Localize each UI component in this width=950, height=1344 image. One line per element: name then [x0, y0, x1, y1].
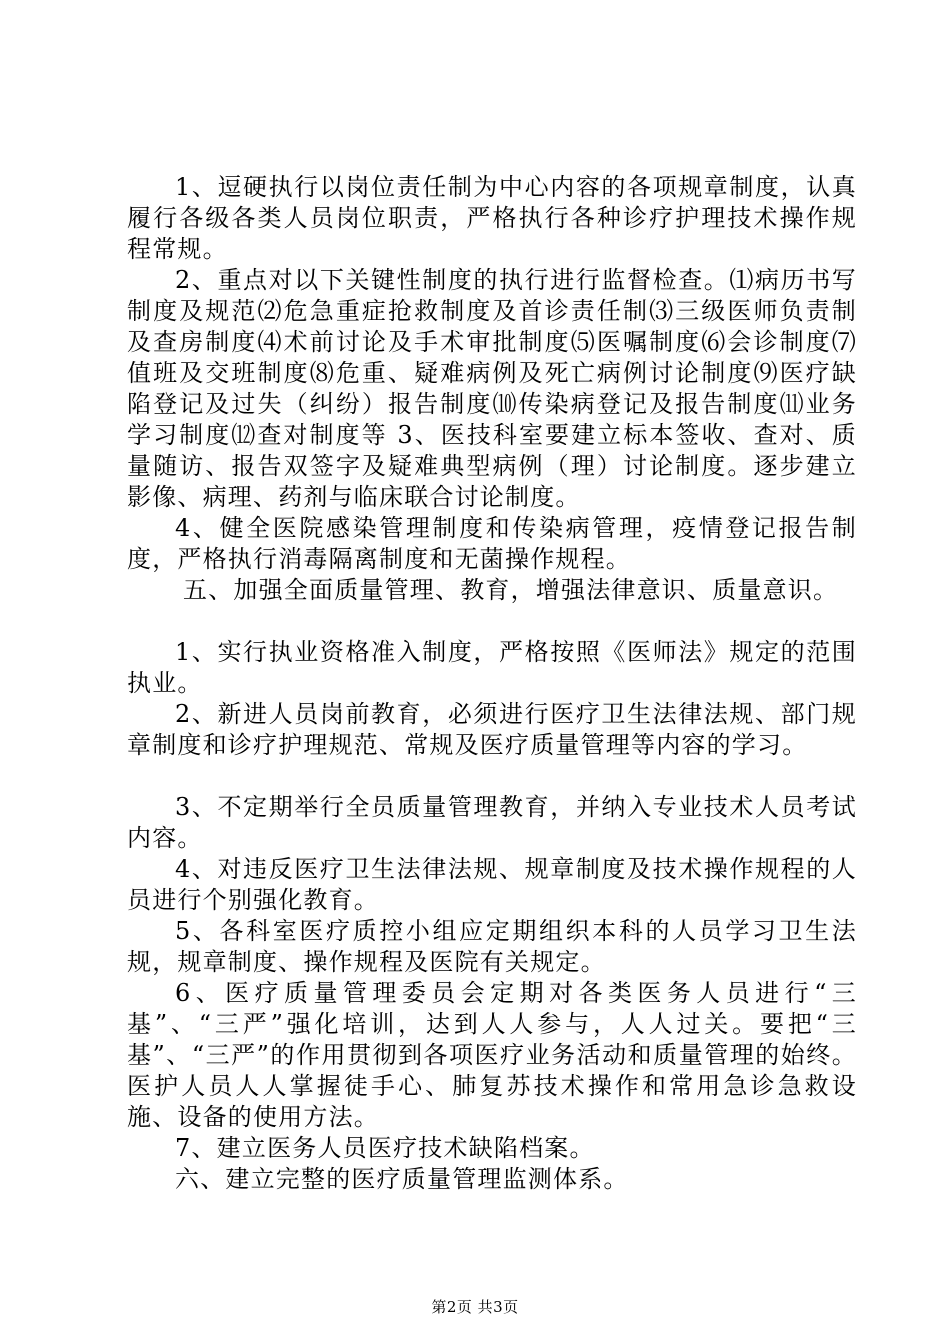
page-number-footer: 第2页 共3页: [431, 1298, 519, 1316]
section-heading-six: 六、建立完整的医疗质量管理监测体系。: [175, 1165, 629, 1193]
paragraph-strict-enforcement: 1、逗硬执行以岗位责任制为中心内容的各项规章制度，认真履行各级各类人员岗位职责，严格执行各种诊疗护理技术操作规程常规。: [127, 173, 857, 263]
paragraph-licensing: 1、实行执业资格准入制度，严格按照《医师法》规定的范围执业。: [127, 638, 857, 697]
paragraph-onboarding-education: 2、新进人员岗前教育，必须进行医疗卫生法律法规、部门规章制度和诊疗护理规范、常规及医疗质量管理等内容的学习。: [127, 700, 857, 759]
paragraph-defect-records: 7、建立医务人员医疗技术缺陷档案。: [175, 1134, 595, 1162]
document-body: [127, 172, 857, 1195]
paragraph-infection-management: 4、健全医院感染管理制度和传染病管理，疫情登记报告制度，严格执行消毒隔离制度和无菌操作规程。: [127, 514, 857, 573]
paragraph-key-systems-supervision: 2、重点对以下关键性制度的执行进行监督检查。⑴病历书写制度及规范⑵危急重症抢救制度及首诊责任制⑶三级医师负责制及查房制度⑷术前讨论及手术审批制度⑸医嘱制度⑹会诊制度⑺值班及交班制度⑻危重、疑难病例及死亡病例讨论制度⑼医疗缺陷登记及过失（纠纷）报告制度⑽传染病登记及报告制度⑾业务学习制度⑿查对制度等 3、医技科室要建立标本签收、查对、质量随访、报告双签字及疑难典型病例（理）讨论制度。逐步建立影像、病理、药剂与临床联合讨论制度。: [127, 266, 857, 511]
paragraph-department-study: 5、各科室医疗质控小组应定期组织本科的人员学习卫生法规，规章制度、操作规程及医院有关规定。: [127, 917, 857, 976]
paragraph-three-basics-training: 6、医疗质量管理委员会定期对各类医务人员进行“三基”、“三严”强化培训，达到人人参与，人人过关。要把“三基”、“三严”的作用贯彻到各项医疗业务活动和质量管理的始终。医护人员人人掌握徒手心、肺复苏技术操作和常用急诊急救设施、设备的使用方法。: [127, 979, 857, 1131]
section-heading-five: 五、加强全面质量管理、教育，增强法律意识、质量意识。: [183, 576, 839, 604]
paragraph-quality-education: 3、不定期举行全员质量管理教育，并纳入专业技术人员考试内容。: [127, 793, 857, 852]
paragraph-violation-training: 4、对违反医疗卫生法律法规、规章制度及技术操作规程的人员进行个别强化教育。: [127, 855, 857, 914]
